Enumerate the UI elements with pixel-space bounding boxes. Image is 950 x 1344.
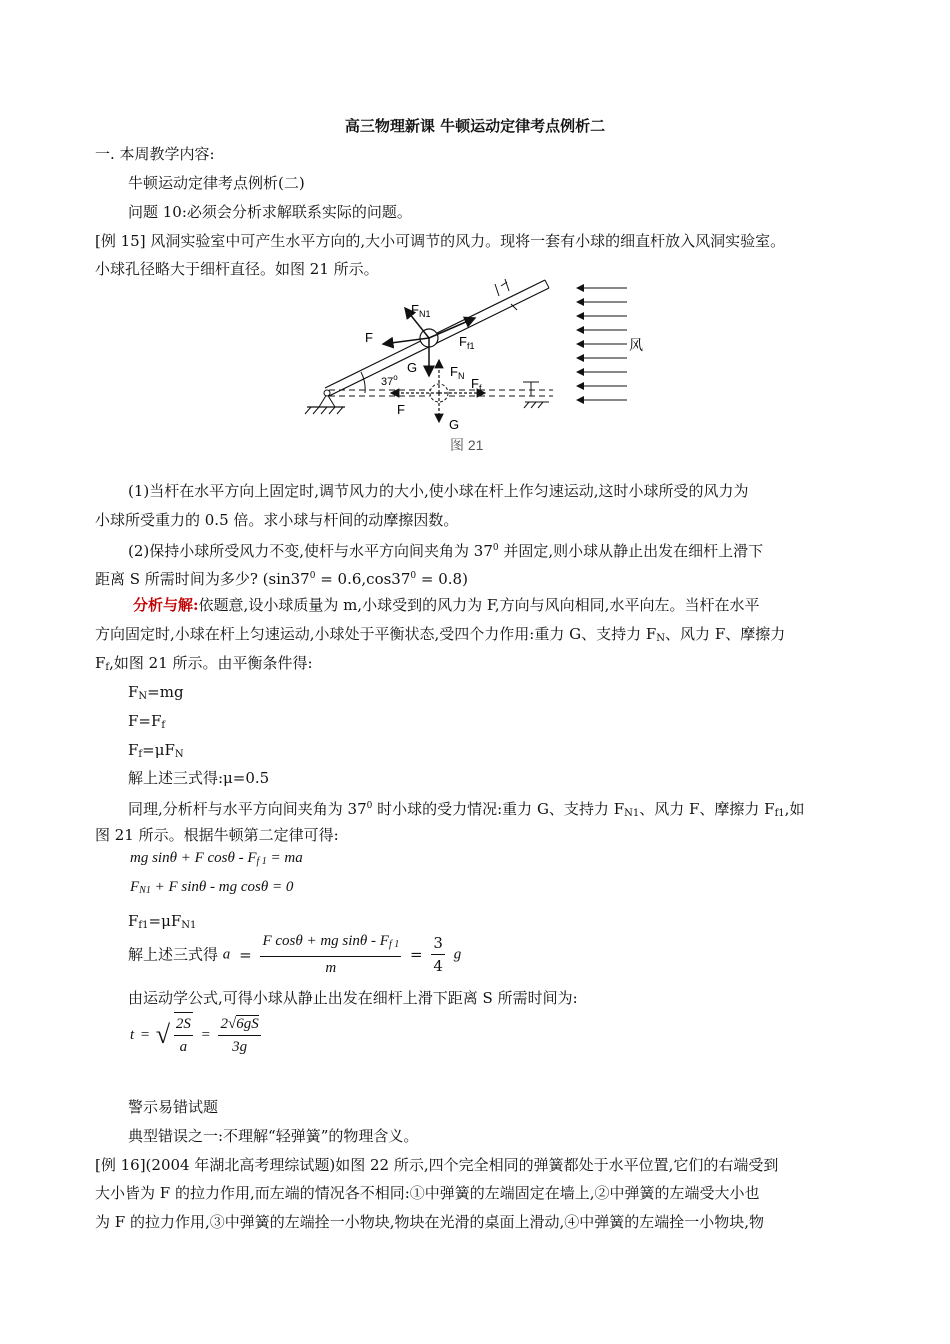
label-g-bottom: G <box>449 417 460 432</box>
label-f-bottom: F <box>397 402 405 417</box>
acceleration-fraction: $\frac{F \cos\theta + mg \sin\theta - F_{f 1}}{m}$ <box>260 930 401 979</box>
sqrt-fraction: $\frac{2S}{a}$ <box>174 1012 193 1058</box>
section-heading: 一. 本周教学内容: <box>95 145 215 163</box>
example-16-line-3: 为 F 的拉力作用,③中弹簧的左端拴一小物块,物块在光滑的桌面上滑动,④中弹簧的左端拴一小物块,物 <box>95 1213 765 1231</box>
analysis-line-2: 方向固定时,小球在杆上匀速运动,小球处于平衡状态,受四个力作用:重力 G、支持力 $F_N$、风力 F、摩擦力 <box>95 625 786 644</box>
solve-mu: 解上述三式得:μ=0.5 <box>128 769 270 787</box>
label-g-top: G <box>407 360 418 375</box>
ground-hatch-left <box>305 390 345 414</box>
equation-ff-mufn: $F_f=\mu F_N$ <box>128 741 184 760</box>
label-angle: 37$^o$ <box>381 373 398 388</box>
label-fn1: $F_{N1}$ <box>411 302 431 319</box>
question-2-line-2: 距离 S 所需时间为多少? $(\sin 37^0 = 0.6,\cos 37^0 = 0.8)$ <box>95 570 468 588</box>
equation-f-ff: $F=F_f$ <box>128 712 166 731</box>
example-16-line-1: [例 16](2004 年湖北高考理综试题)如图 22 所示,四个完全相同的弹簧都处于水平位置,它们的右端受到 <box>95 1156 779 1174</box>
warning-heading: 警示易错试题 <box>128 1098 219 1116</box>
time-formula: t = √ $\frac{2S}{a}$ = $\frac{2√6gS}{3g}$ <box>130 1012 265 1058</box>
figure-caption: 图 21 <box>450 437 484 453</box>
typical-error-1: 典型错误之一:不理解“轻弹簧”的物理含义。 <box>128 1127 419 1145</box>
problem-10: 问题 10:必须会分析求解联系实际的问题。 <box>128 203 412 221</box>
topic-line: 牛顿运动定律考点例析(二) <box>128 174 305 192</box>
question-2-line-1: (2)保持小球所受风力不变,使杆与水平方向间夹角为 $37^0$ 并固定,则小球从静止出发在细杆上滑下 <box>128 542 764 560</box>
label-f-top: F <box>365 330 373 345</box>
wind-arrows <box>577 288 627 400</box>
equation-newton-along: mg sinθ + F cosθ - $F_{f 1}$ = ma <box>130 850 303 867</box>
label-fn: $F_N$ <box>450 364 465 381</box>
sqrt-sign: √ <box>155 1020 171 1049</box>
three-quarters-fraction: $\frac{3}{4}$ <box>433 934 443 975</box>
example-15-line-1: [例 15] 风洞实验室中可产生水平方向的,大小可调节的风力。现将一套有小球的细直杆放入风洞实验室。 <box>95 232 786 250</box>
label-ff1: $F_{f1}$ <box>459 334 475 351</box>
example-16-line-2: 大小皆为 F 的拉力作用,而左端的情况各不相同:①中弹簧的左端固定在墙上,②中弹簧的左端受大小也 <box>95 1184 760 1202</box>
analysis-line-1: 分析与解:依题意,设小球质量为 m,小球受到的风力为 F,方向与风向相同,水平向左。当杆在水平 <box>133 596 760 614</box>
equation-fn-mg: $F_N=mg$ <box>128 683 184 702</box>
wind-label: 风 <box>629 337 643 353</box>
figure-21 <box>295 272 655 462</box>
result-fraction: $\frac{2√6gS}{3g}$ <box>218 1013 260 1058</box>
solve-acceleration: 解上述三式得 a = $\frac{F \cos\theta + mg \sin\theta - F_{f 1}}{m}$ = $\frac{3}{4}$ g <box>128 930 461 979</box>
equation-newton-normal: $F_{N1} + F$ sinθ - mg cosθ = 0 <box>130 879 294 896</box>
same-analysis-line-1: 同理,分析杆与水平方向间夹角为 $37^0$ 时小球的受力情况:重力 G、支持力 $F_{N1}$、风力 F、摩擦力 $F_{f1}$,如 <box>128 800 805 819</box>
question-1-line-1: (1)当杆在水平方向上固定时,调节风力的大小,使小球在杆上作匀速运动,这时小球所受的风力为 <box>128 482 749 500</box>
analysis-line-3: $F_f$,如图 21 所示。由平衡条件得: <box>95 654 313 673</box>
label-ff: $F_f$ <box>471 376 482 393</box>
analysis-label: 分析与解: <box>133 596 199 614</box>
question-1-line-2: 小球所受重力的 0.5 倍。求小球与杆间的动摩擦因数。 <box>95 511 459 529</box>
equation-ff1: $F_{f1}=\mu F_{N1}$ <box>128 912 197 931</box>
same-analysis-line-2: 图 21 所示。根据牛顿第二定律可得: <box>95 826 339 844</box>
example-15-line-2: 小球孔径略大于细杆直径。如图 21 所示。 <box>95 260 379 278</box>
kinematics-line: 由运动学公式,可得小球从静止出发在细杆上滑下距离 S 所需时间为: <box>128 989 578 1007</box>
doc-title: 高三物理新课 牛顿运动定律考点例析二 <box>344 117 606 135</box>
